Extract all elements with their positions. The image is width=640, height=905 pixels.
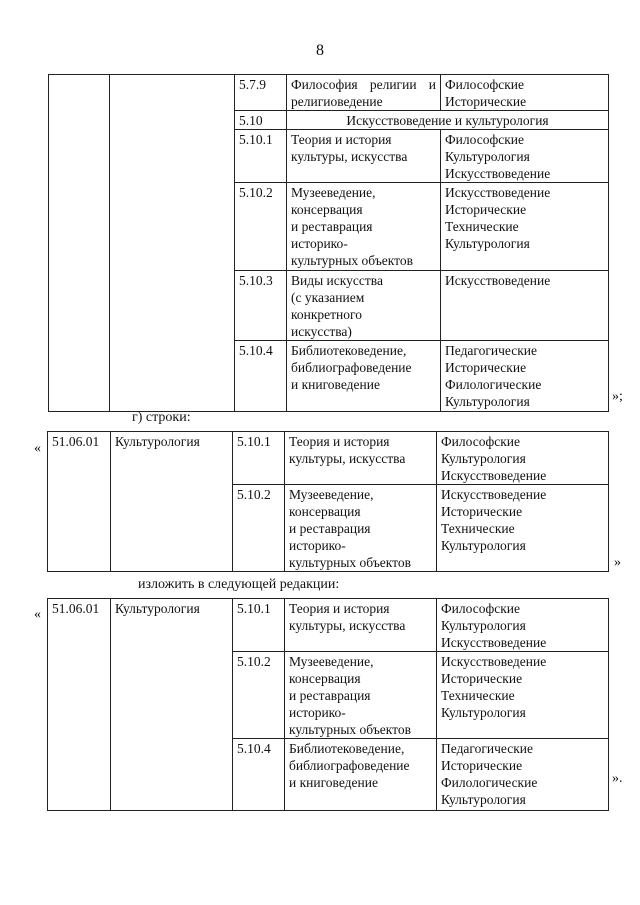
- science-branches: Педагогические Исторические Филологические Культурология: [437, 739, 609, 811]
- program-code: 51.06.01: [48, 432, 111, 572]
- science-branches: Искусствоведение: [441, 271, 609, 341]
- specialty-name: Теория и история культуры, искусства: [285, 432, 437, 485]
- specialty-code: 5.10.4: [235, 341, 287, 412]
- program-name: Культурология: [111, 432, 233, 572]
- opening-quote: «: [34, 607, 41, 622]
- table-old-rows: [47, 431, 609, 572]
- specialty-name: Библиотековедение, библиографоведение и книговедение: [285, 739, 437, 811]
- amendment-intro: изложить в следующей редакции:: [138, 577, 340, 592]
- empty-cell: [110, 75, 235, 412]
- specialty-name: Теория и история культуры, искусства: [287, 130, 441, 183]
- specialty-name: Философия религии и религиоведение: [287, 75, 441, 111]
- closing-quote: ».: [612, 771, 623, 786]
- program-name: Культурология: [111, 599, 233, 811]
- page-number: 8: [316, 42, 324, 59]
- group-code: 5.10: [235, 111, 287, 130]
- group-name: Искусствоведение и культурология: [287, 111, 609, 130]
- closing-quote: »;: [612, 389, 623, 404]
- science-branches: Философские Культурология Искусствоведение: [441, 130, 609, 183]
- science-branches: Искусствоведение Исторические Технические Культурология: [441, 183, 609, 271]
- specialty-code: 5.10.1: [235, 130, 287, 183]
- specialty-name: Библиотековедение, библиографоведение и книговедение: [287, 341, 441, 412]
- science-branches: Искусствоведение Исторические Технические Культурология: [437, 485, 609, 572]
- specialty-code: 5.10.2: [235, 183, 287, 271]
- science-branches: Философские Исторические: [441, 75, 609, 111]
- specialty-name: Музееведение, консервация и реставрация историко- культурных объектов: [287, 183, 441, 271]
- table-continuation: [48, 74, 609, 412]
- specialty-name: Музееведение, консервация и реставрация историко- культурных объектов: [285, 485, 437, 572]
- specialty-code: 5.10.4: [233, 739, 285, 811]
- specialty-name: Виды искусства (с указанием конкретного искусства): [287, 271, 441, 341]
- specialty-code: 5.10.1: [233, 432, 285, 485]
- empty-cell: [49, 75, 110, 412]
- table-row: [49, 75, 609, 111]
- specialty-code: 5.7.9: [235, 75, 287, 111]
- science-branches: Искусствоведение Исторические Технические Культурология: [437, 652, 609, 739]
- specialty-name: Теория и история культуры, искусства: [285, 599, 437, 652]
- science-branches: Философские Культурология Искусствоведение: [437, 599, 609, 652]
- table-row: [48, 599, 609, 652]
- amendment-intro: г) строки:: [132, 410, 191, 425]
- opening-quote: «: [34, 441, 41, 456]
- table-new-rows: [47, 598, 609, 811]
- specialty-name: Музееведение, консервация и реставрация историко- культурных объектов: [285, 652, 437, 739]
- specialty-code: 5.10.3: [235, 271, 287, 341]
- specialty-code: 5.10.1: [233, 599, 285, 652]
- closing-quote: »: [614, 555, 621, 570]
- science-branches: Педагогические Исторические Филологические Культурология: [441, 341, 609, 412]
- program-code: 51.06.01: [48, 599, 111, 811]
- specialty-code: 5.10.2: [233, 485, 285, 572]
- table-row: [48, 432, 609, 485]
- specialty-code: 5.10.2: [233, 652, 285, 739]
- science-branches: Философские Культурология Искусствоведение: [437, 432, 609, 485]
